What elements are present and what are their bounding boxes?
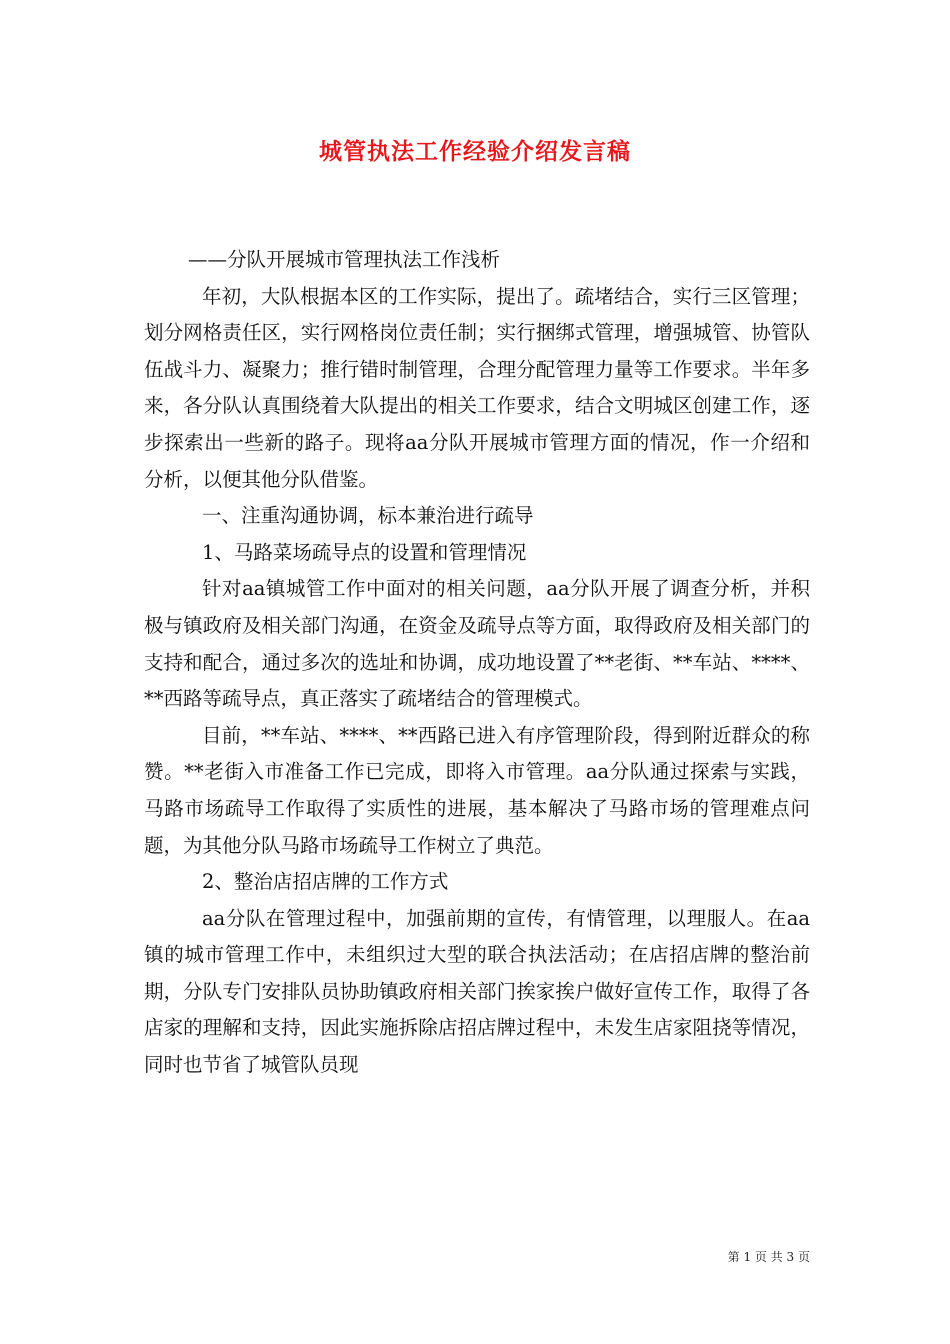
page-indicator: 第 1 页 共 3 页: [727, 1250, 810, 1264]
body-paragraph: 年初，大队根据本区的工作实际，提出了。疏堵结合，实行三区管理；划分网格责任区，实行网格岗位责任制；实行捆绑式管理，增强城管、协管队伍战斗力、凝聚力；推行错时制管理，合理分配管理力量等工作要求。半年多来，各分队认真围绕着大队提出的相关工作要求，结合文明城区创建工作，逐步探索出一些新的路子。现将aa分队开展城市管理方面的情况，作一介绍和分析，以便其他分队借鉴。: [144, 284, 810, 491]
subsection-heading: 1、马路菜场疏导点的设置和管理情况: [202, 540, 527, 564]
body-paragraph: 目前，**车站、****、**西路已进入有序管理阶段，得到附近群众的称赞。**老街入市准备工作已完成，即将入市管理。aa分队通过探索与实践，马路市场疏导工作取得了实质性的进展，基本解决了马路市场的管理难点问题，为其他分队马路市场疏导工作树立了典范。: [144, 723, 810, 857]
document-subtitle: ——分队开展城市管理执法工作浅析: [188, 248, 501, 271]
body-paragraph: 针对aa镇城管工作中面对的相关问题，aa分队开展了调查分析，并积极与镇政府及相关部门沟通，在资金及疏导点等方面，取得政府及相关部门的支持和配合，通过多次的选址和协调，成功地设置了**老街、**车站、****、**西路等疏导点，真正落实了疏堵结合的管理模式。: [144, 577, 810, 711]
section-heading: 一、注重沟通协调，标本兼治进行疏导: [202, 504, 534, 528]
subsection-heading: 2、整治店招店牌的工作方式: [202, 870, 449, 894]
document-title: 城管执法工作经验介绍发言稿: [319, 138, 631, 165]
document-body: [144, 242, 810, 1084]
body-paragraph: aa分队在管理过程中，加强前期的宣传，有情管理，以理服人。在aa镇的城市管理工作中，未组织过大型的联合执法活动；在店招店牌的整治前期，分队专门安排队员协助镇政府相关部门挨家挨户做好宣传工作，取得了各店家的理解和支持，因此实施拆除店招店牌过程中，未发生店家阻挠等情况，同时也节省了城管队员现: [144, 906, 810, 1077]
